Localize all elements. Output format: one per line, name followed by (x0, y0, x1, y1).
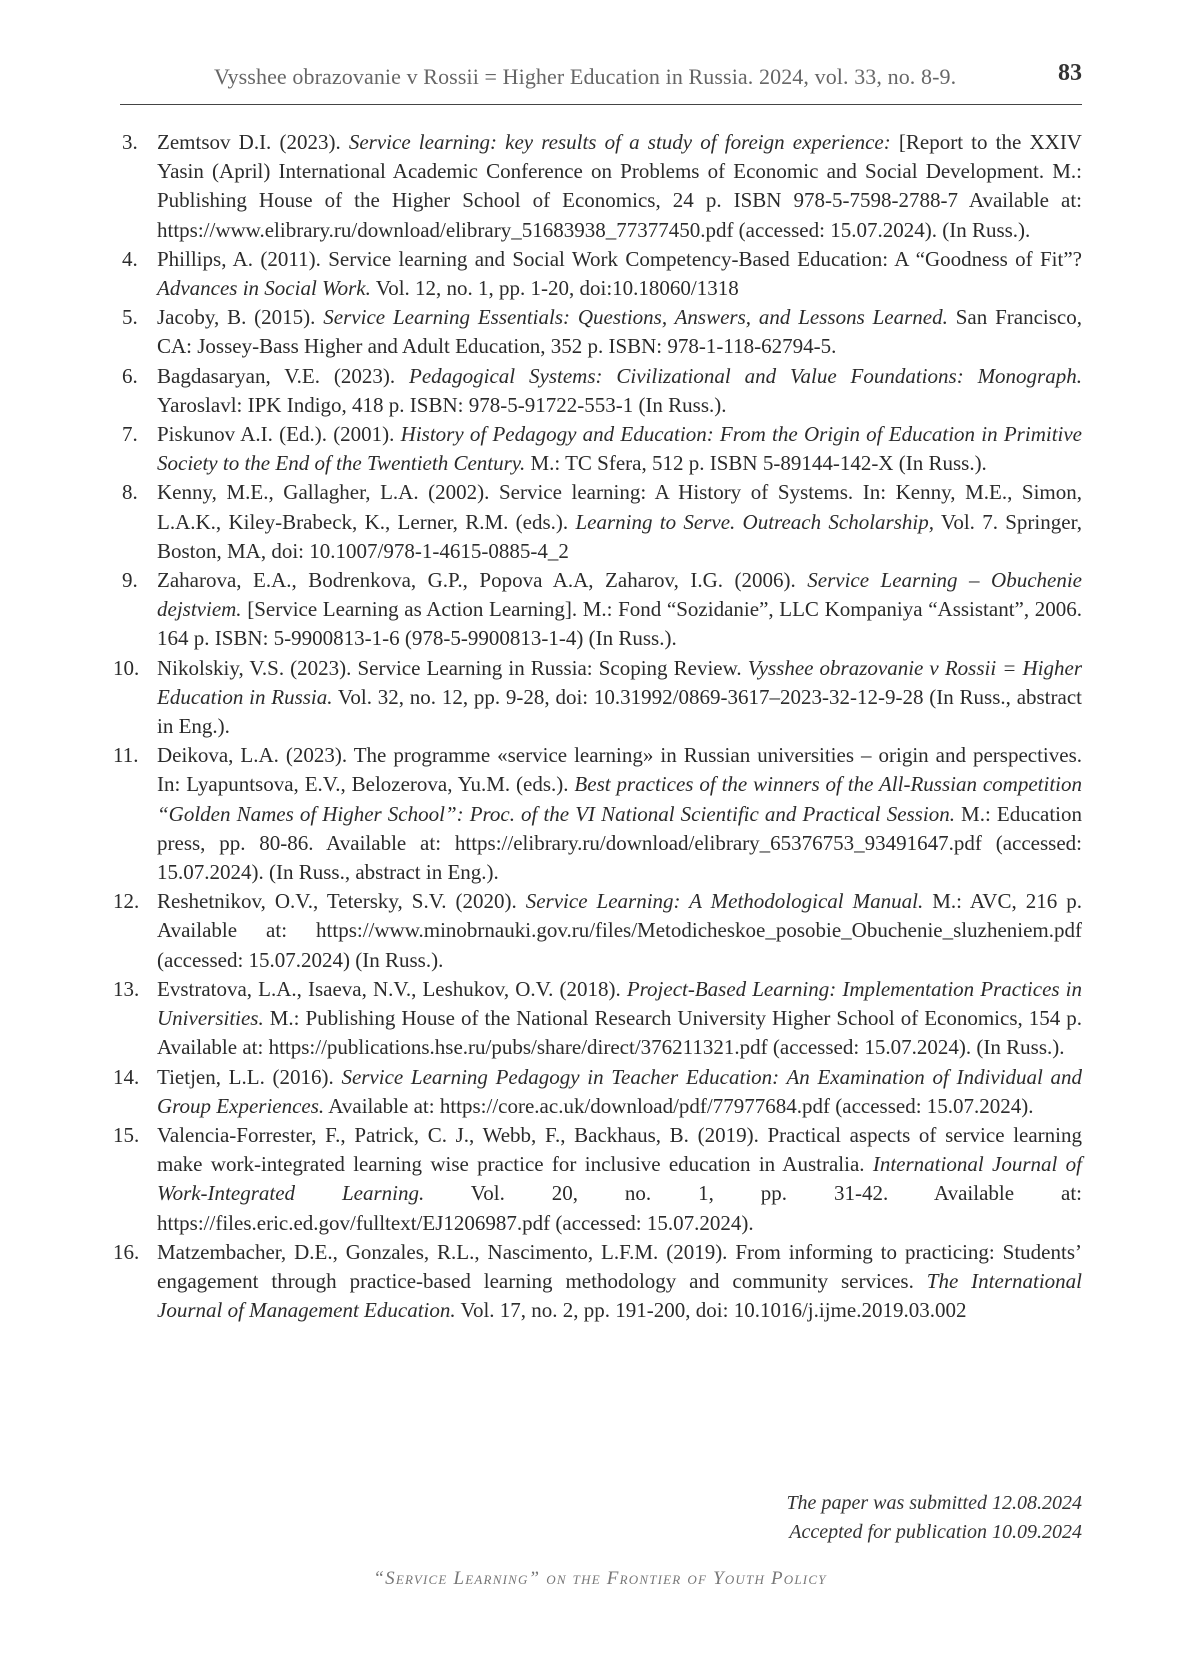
reference-text: Piskunov A.I. (Ed.). (2001). (157, 422, 401, 447)
reference-number: 8. (122, 480, 138, 505)
reference-item (122, 478, 1082, 566)
reference-details: M.: AVC, 216 p. Available at: https://www.minobrnauki.gov.ru/files/Metodicheskoe_posobie_Obuchenie_sluzheniem.pdf (accessed: 15.07.2024) (In Russ.). (157, 889, 1082, 972)
reference-text: Nikolskiy, V.S. (2023). Service Learning in Russia: Scoping Review. (157, 655, 748, 680)
reference-details: M.: Education press, pp. 80-86. Available at: https://elibrary.ru/download/elibrary_65376753_93491647.pdf (accessed: 15.07.2024). (In Russ., abstract in Eng.). (157, 801, 1082, 885)
reference-details: [Service Learning as Action Learning]. M.: Fond “Sozidanie”, LLC Kompaniya “Assistant”, 2006. 164 p. ISBN: 5-9900813-1-6 (978-5-9900813-1-4) (In Russ.). (157, 597, 1082, 651)
reference-item (122, 566, 1082, 654)
reference-title: History of Pedagogy and Education: From the Origin of Education in Primitive Society to the End of the Twentieth Century. (157, 422, 1082, 476)
reference-details: Vol. 12, no. 1, pp. 1-20, doi:10.18060/1318 (370, 276, 739, 301)
reference-text: Matzembacher, D.E., Gonzales, R.L., Nascimento, L.F.M. (2019). From informing to practicing: Students’ engagement through practice-based learning methodology and community services. (157, 1239, 1082, 1293)
page-number: 83 (1058, 60, 1082, 86)
reference-text: Evstratova, L.A., Isaeva, N.V., Leshukov, O.V. (2018). (157, 976, 627, 1001)
running-header (120, 58, 1082, 105)
reference-details: Vol. 7. Springer, Boston, MA, doi: 10.1007/978-1-4615-0885-4_2 (157, 509, 1082, 563)
reference-title: Service Learning – Obuchenie dejstviem. (157, 568, 1082, 622)
reference-number: 13. (113, 976, 140, 1001)
reference-number: 4. (122, 246, 138, 271)
reference-item (122, 420, 1082, 478)
reference-title: Service Learning: A Methodological Manual. (525, 889, 924, 914)
reference-number: 7. (122, 422, 138, 447)
reference-number: 16. (113, 1239, 140, 1264)
reference-text: Reshetnikov, O.V., Tetersky, S.V. (2020). (157, 889, 526, 914)
accepted-date: Accepted for publication 10.09.2024 (789, 1521, 1082, 1543)
reference-number: 14. (113, 1064, 140, 1089)
reference-item (122, 128, 1082, 245)
reference-details: [Report to the XXIV Yasin (April) International Academic Conference on Problems of Economic and Social Development. M.: Publishing House of the Higher School of Economics, 24 p. ISBN 978-5-7598-2788-7 Available at: https://www.elibrary.ru/download/elibrary_51683938_77377450.pdf (accessed: 15.07.2024). (In Russ.). (157, 130, 1082, 242)
running-footer: “Service Learning” on the Frontier of Youth Policy (373, 1568, 827, 1589)
reference-details: Yaroslavl: IPK Indigo, 418 p. ISBN: 978-5-91722-553-1 (In Russ.). (157, 392, 727, 417)
reference-title: Pedagogical Systems: Civilizational and Value Foundations: Monograph. (409, 363, 1082, 388)
reference-number: 10. (113, 655, 140, 680)
reference-title: International Journal of Work-Integrated Learning. (157, 1152, 1082, 1206)
reference-item (113, 887, 1082, 975)
reference-title: Advances in Social Work. (157, 276, 371, 301)
submission-dates (786, 1489, 1082, 1547)
reference-item (122, 303, 1082, 361)
reference-item (122, 362, 1082, 420)
reference-text: Deikova, L.A. (2023). The programme «service learning» in Russian universities – origin and perspectives. In: Lyapuntsova, E.V., Belozerova, Yu.M. (eds.). (157, 743, 1082, 797)
reference-number: 6. (122, 363, 138, 388)
reference-item (113, 1238, 1082, 1326)
reference-title: Service Learning Pedagogy in Teacher Education: An Examination of Individual and Group Experiences. (157, 1064, 1082, 1118)
reference-details: San Francisco, CA: Jossey-Bass Higher and Adult Education, 352 p. ISBN: 978-1-118-62794-5. (157, 305, 1082, 359)
reference-number: 3. (122, 130, 138, 154)
reference-item (113, 1063, 1082, 1121)
reference-text: Tietjen, L.L. (2016). (157, 1064, 342, 1089)
reference-number: 5. (122, 305, 138, 330)
journal-title: Vysshee obrazovanie v Rossii = Higher Education in Russia. 2024, vol. 33, no. 8-9. (214, 64, 957, 89)
reference-title: Vysshee obrazovanie v Rossii = Higher Education in Russia. (157, 655, 1082, 709)
reference-item (122, 245, 1082, 303)
reference-title: Best practices of the winners of the All-Russian competition “Golden Names of Higher School”: Proc. of the VI National Scientific and Practical Session. (157, 772, 1082, 826)
reference-number: 9. (122, 568, 138, 593)
reference-text: Valencia-Forrester, F., Patrick, C. J., Webb, F., Backhaus, B. (2019). Practical aspects of service learning make work-integrated learning wise practice for inclusive education in Australia. (157, 1122, 1082, 1177)
reference-number: 12. (113, 889, 140, 914)
reference-text: Zaharova, E.A., Bodrenkova, G.P., Popova A.A, Zaharov, I.G. (2006). (157, 568, 808, 593)
reference-details: Vol. 17, no. 2, pp. 191-200, doi: 10.1016/j.ijme.2019.03.002 (455, 1298, 967, 1323)
reference-details: M.: TC Sfera, 512 p. ISBN 5-89144-142-X (In Russ.). (525, 451, 987, 476)
reference-item (113, 654, 1082, 742)
reference-list (113, 128, 1082, 1325)
reference-text: Kenny, M.E., Gallagher, L.A. (2002). Service learning: A History of Systems. In: Kenny, M.E., Simon, L.A.K., Kiley-Brabeck, K., Lerner, R.M. (eds.). (157, 480, 1082, 534)
reference-title: Learning to Serve. Outreach Scholarship, (575, 509, 934, 534)
reference-details: Available at: https://core.ac.uk/download/pdf/77977684.pdf (accessed: 15.07.2024). (324, 1093, 1034, 1118)
reference-title: Project-Based Learning: Implementation Practices in Universities. (157, 976, 1082, 1031)
reference-text: Phillips, A. (2011). Service learning and Social Work Competency-Based Education: A “Goodness of Fit”? (157, 246, 1082, 271)
reference-text: Jacoby, B. (2015). (157, 305, 324, 330)
reference-item (113, 975, 1082, 1063)
reference-number: 15. (113, 1122, 140, 1147)
reference-details: Vol. 20, no. 1, pp. 31-42. Available at: https://files.eric.ed.gov/fulltext/EJ1206987.pdf (accessed: 15.07.2024). (157, 1181, 1082, 1235)
reference-title: The International Journal of Management Education. (157, 1268, 1082, 1323)
reference-details: M.: Publishing House of the National Research University Higher School of Economics, 154 p. Available at: https://publications.hse.ru/pubs/share/direct/376211321.pdf (accessed: 15.07.2024). (In Russ.). (157, 1006, 1082, 1060)
reference-title: Service Learning Essentials: Questions, Answers, and Lessons Learned. (323, 305, 948, 330)
submitted-date: The paper was submitted 12.08.2024 (786, 1492, 1082, 1514)
reference-text: Zemtsov D.I. (2023). (157, 130, 349, 154)
reference-item (113, 1121, 1082, 1238)
reference-text: Bagdasaryan, V.E. (2023). (157, 363, 409, 388)
reference-number: 11. (113, 743, 139, 768)
reference-details: Vol. 32, no. 12, pp. 9-28, doi: 10.31992/0869-3617–2023-32-12-9-28 (In Russ., abstract in Eng.). (157, 684, 1082, 739)
reference-item (113, 741, 1082, 887)
reference-title: Service learning: key results of a study of foreign experience: (348, 130, 891, 154)
